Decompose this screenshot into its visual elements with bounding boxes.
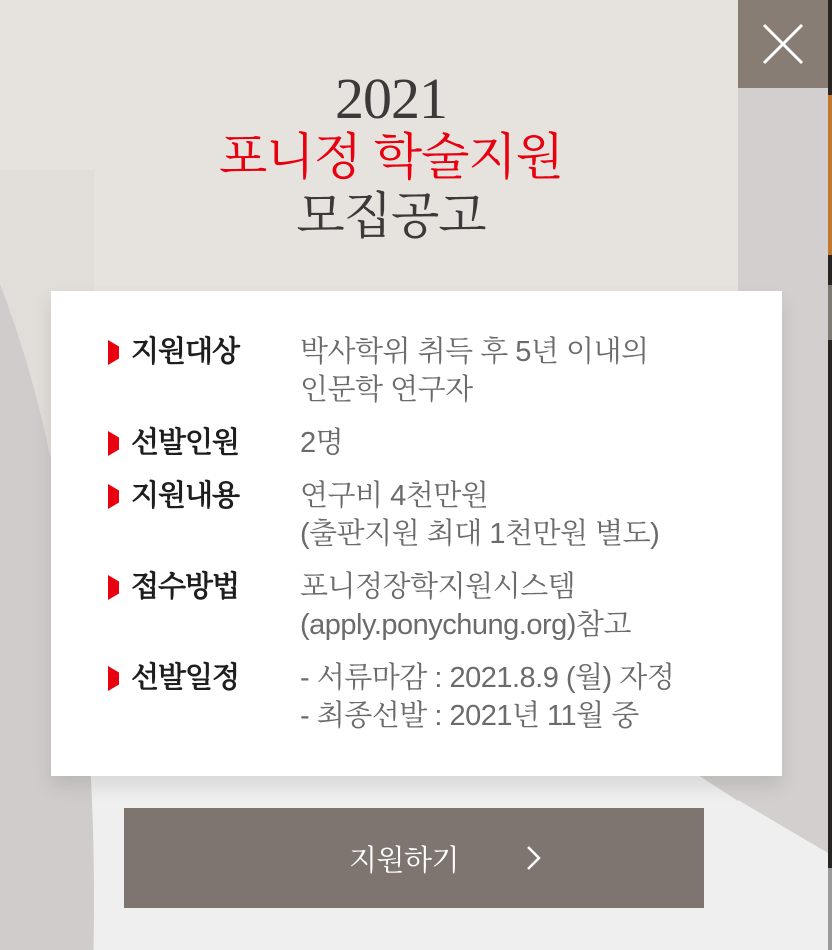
row-label: 선발인원 — [131, 427, 240, 459]
row-value-line: 2명 — [300, 427, 344, 459]
row-value-line: 박사학위 취득 후 5년 이내의 — [300, 336, 649, 368]
red-bullet-icon — [108, 666, 119, 691]
underlying-page-edge — [828, 0, 832, 950]
row-value-line: 연구비 4천만원 — [300, 480, 489, 512]
info-row-application — [108, 568, 752, 644]
red-bullet-icon — [108, 431, 119, 456]
info-row-headcount — [108, 424, 752, 462]
edge-photo-segment — [828, 285, 832, 340]
row-value-line: - 서류마감 : 2021.8.9 (월) 자정 — [300, 662, 675, 694]
red-bullet-icon — [108, 340, 119, 365]
red-bullet-icon — [108, 575, 119, 600]
row-label: 지원대상 — [131, 336, 240, 368]
row-value-line: 포니정장학지원시스템 — [300, 571, 576, 603]
row-value-line: (apply.ponychung.org)참고 — [300, 609, 631, 641]
page-title — [0, 66, 782, 246]
info-card — [51, 291, 782, 776]
apply-button[interactable] — [124, 808, 704, 908]
row-value-line: (출판지원 최대 1천만원 별도) — [300, 518, 660, 550]
info-row-target — [108, 333, 752, 409]
title-announcement: 모집공고 — [296, 188, 486, 244]
red-bullet-icon — [108, 484, 119, 509]
info-row-schedule — [108, 659, 752, 735]
row-label: 선발일정 — [131, 662, 240, 694]
info-row-support — [108, 477, 752, 553]
title-year: 2021 — [335, 66, 447, 131]
row-value-line: 인문학 연구자 — [300, 374, 473, 406]
title-program-name: 포니정 학술지원 — [219, 129, 563, 185]
edge-orange-segment — [828, 95, 832, 255]
row-value-line: - 최종선발 : 2021년 11월 중 — [300, 700, 639, 732]
row-label: 접수방법 — [131, 571, 240, 603]
apply-button-label: 지원하기 — [348, 844, 460, 877]
row-label: 지원내용 — [131, 480, 240, 512]
close-icon — [760, 21, 806, 67]
edge-bottom-segment — [828, 868, 832, 950]
chevron-right-icon — [526, 845, 542, 874]
